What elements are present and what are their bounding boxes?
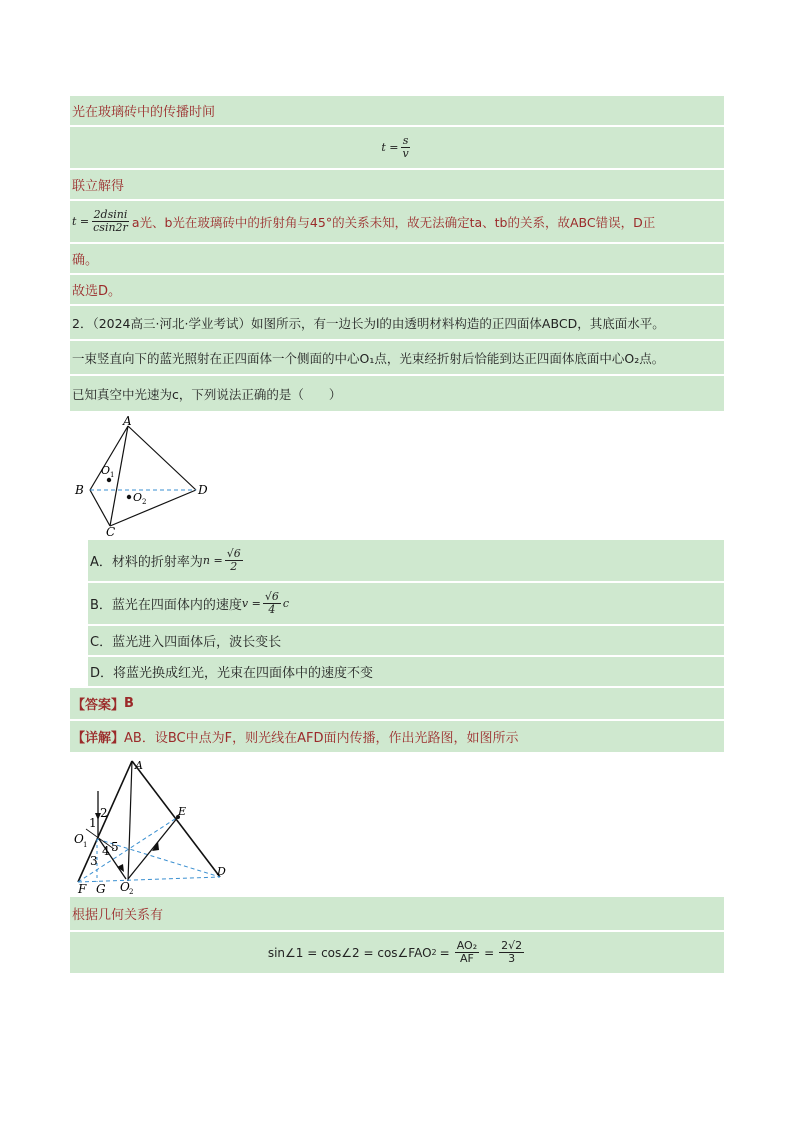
solution-text-2: 联立解得 xyxy=(72,179,125,194)
question-text-3: 已知真空中光速为c，下列说法正确的是（ ） xyxy=(72,386,342,402)
tetrahedron-figure xyxy=(72,414,210,538)
option-b-fraction xyxy=(263,591,281,616)
light-path-diagram xyxy=(72,755,229,895)
label-o2-sub: 2 xyxy=(142,498,147,506)
time-formula-num: s xyxy=(402,134,409,147)
final-formula-frac1 xyxy=(455,940,479,965)
angle-label-5: 5 xyxy=(111,840,119,854)
detail-text: AB．设BC中点为F，则光线在AFD面内传播，作出光路图，如图所示 xyxy=(124,731,519,746)
solution-text-1: 光在玻璃砖中的传播时间 xyxy=(72,105,216,120)
label-f: F xyxy=(78,882,87,895)
time-formula-fraction xyxy=(400,135,410,160)
final-formula-den1: AF xyxy=(459,952,474,965)
option-b-den: 4 xyxy=(268,603,276,616)
final-formula-frac2 xyxy=(499,940,524,965)
label-e: E xyxy=(178,805,187,818)
label-g: G xyxy=(96,882,106,895)
line-ao2 xyxy=(128,761,132,881)
question-text-2: 一束竖直向下的蓝光照射在正四面体一个侧面的中心O₁点，光束经折射后恰能到达正四面体底面中心O₂点。 xyxy=(72,350,665,366)
final-formula-num1: AO₂ xyxy=(456,939,478,952)
detail-label: 【详解】 xyxy=(72,731,125,746)
solution-line-1 xyxy=(70,96,724,126)
label-o2: O xyxy=(120,880,130,894)
edge-bc xyxy=(90,490,110,526)
result-formula-lhs: t = xyxy=(72,215,90,228)
time-formula-lhs: t = xyxy=(381,141,399,154)
reflected-ray xyxy=(128,817,178,879)
time-formula xyxy=(70,127,724,169)
angle-label-3: 3 xyxy=(90,854,98,868)
angle-label-4: 4 xyxy=(102,844,110,858)
answer-value: B xyxy=(124,696,134,711)
final-formula-num2: 2√2 xyxy=(501,939,523,952)
option-c xyxy=(88,626,724,656)
option-a-num: √6 xyxy=(226,547,241,560)
solution-text-3b: 确。 xyxy=(72,253,99,268)
option-d-text: D．将蓝光换成红光，光束在四面体中的速度不变 xyxy=(90,666,374,681)
solution-line-4 xyxy=(70,275,724,305)
option-b-lhs: v = xyxy=(241,597,261,610)
option-b-num: √6 xyxy=(264,590,279,603)
option-a-lhs: n = xyxy=(202,554,223,567)
option-a-text: A．材料的折射率为 xyxy=(90,555,203,570)
solution-line-2 xyxy=(70,170,724,200)
label-o1: O xyxy=(74,832,84,846)
point-o2 xyxy=(127,495,131,499)
edge-cd xyxy=(110,490,196,526)
final-formula-den2: 3 xyxy=(508,952,516,965)
question-line-1 xyxy=(70,306,724,340)
label-b: B xyxy=(75,483,84,497)
question-text-1: 2．（2024高三·河北·学业考试）如图所示，有一边长为l的由透明材料构造的正四面体ABCD，其底面水平。 xyxy=(72,315,665,331)
final-formula-eq2: = xyxy=(484,945,495,960)
result-line xyxy=(70,201,724,243)
edge-af xyxy=(78,761,132,882)
result-formula-den: csin2r xyxy=(93,221,128,234)
final-formula-eq1: = xyxy=(439,945,450,960)
final-formula-left: sin∠1 = cos∠2 = cos∠FAO xyxy=(267,945,432,960)
result-formula-num: 2dsini xyxy=(93,208,128,221)
answer-line xyxy=(70,688,724,720)
answer-label: 【答案】 xyxy=(72,698,125,713)
label-o1: O xyxy=(101,464,111,477)
final-formula xyxy=(70,932,724,974)
angle-label-2: 2 xyxy=(100,806,108,820)
result-formula-fraction xyxy=(91,209,130,234)
time-formula-den: v xyxy=(402,147,409,160)
label-a: A xyxy=(123,414,132,428)
light-path-figure xyxy=(72,755,229,895)
label-o1-sub: 1 xyxy=(110,471,115,479)
reflected-arrow xyxy=(152,841,159,851)
label-d: D xyxy=(198,483,208,497)
label-o2: O xyxy=(133,491,143,504)
label-d: D xyxy=(217,865,226,878)
option-c-text: C．蓝光进入四面体后，波长变长 xyxy=(90,635,282,650)
label-a: A xyxy=(135,759,143,772)
question-line-3 xyxy=(70,376,724,412)
label-c: C xyxy=(106,525,116,538)
solution-line-3b xyxy=(70,244,724,274)
option-a-fraction xyxy=(225,548,243,573)
label-o1-sub: 1 xyxy=(83,841,88,849)
geometry-text: 根据几何关系有 xyxy=(72,908,164,923)
option-a xyxy=(88,540,724,582)
solution-text-4: 故选D。 xyxy=(72,284,122,299)
option-b-tail: c xyxy=(282,597,290,610)
angle-label-1: 1 xyxy=(89,816,97,830)
option-b xyxy=(88,583,724,625)
option-a-den: 2 xyxy=(230,560,238,573)
option-b-text: B．蓝光在四面体内的速度 xyxy=(90,598,242,613)
label-o2-sub: 2 xyxy=(129,888,134,895)
option-d xyxy=(88,657,724,687)
question-line-2 xyxy=(70,341,724,375)
edge-ad xyxy=(128,426,196,490)
final-formula-left-sub: 2 xyxy=(431,948,437,957)
geometry-line xyxy=(70,897,724,931)
detail-line xyxy=(70,721,724,753)
tetrahedron-diagram xyxy=(72,414,210,538)
solution-text-3: a光、b光在玻璃砖中的折射角与45°的关系未知，故无法确定ta、tb的关系，故ABC错误，D正 xyxy=(131,214,656,230)
